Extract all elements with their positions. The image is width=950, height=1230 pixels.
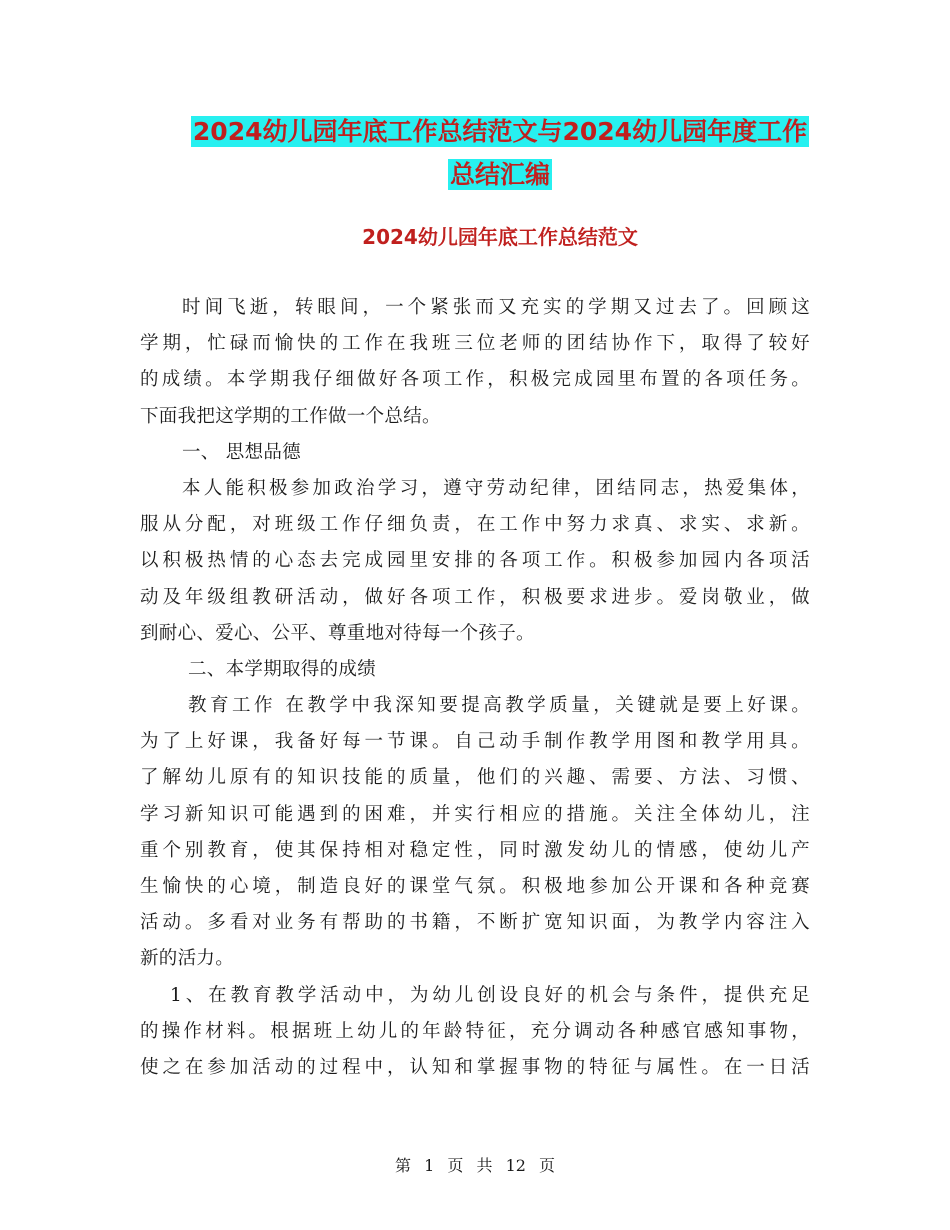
footer-page-label: 页 (447, 1156, 464, 1175)
heading-achievements: 二、本学期取得的成绩 (188, 658, 377, 680)
paragraph-line: 动及年级组教研活动，做好各项工作，积极要求进步。爱岗敬业，做 (140, 586, 810, 608)
title-line-2: 总结汇编 (449, 160, 550, 189)
paragraph-line: 到耐心、爱心、公平、尊重地对待每一个孩子。 (140, 622, 535, 644)
footer-suffix: 页 (539, 1156, 556, 1175)
footer-prefix: 第 (394, 1156, 411, 1175)
paragraph-line: 服从分配，对班级工作仔细负责，在工作中努力求真、求实、求新。 (140, 514, 810, 536)
paragraph-line: 时间飞逝，转眼间，一个紧张而又充实的学期又过去了。回顾这 (182, 297, 810, 318)
paragraph-line: 本人能积极参加政治学习，遵守劳动纪律，团结同志，热爱集体， (182, 477, 810, 499)
paragraph-line: 的成绩。本学期我仔细做好各项工作，积极完成园里布置的各项任务。 (140, 369, 810, 391)
footer-total-pages: 12 (505, 1156, 526, 1175)
paragraph-line: 下面我把这学期的工作做一个总结。 (140, 405, 441, 427)
paragraph-line: 了解幼儿原有的知识技能的质量，他们的兴趣、需要、方法、习惯、 (140, 767, 810, 789)
paragraph-line: 使之在参加活动的过程中，认知和掌握事物的特征与属性。在一日活 (140, 1056, 810, 1078)
document-body (140, 290, 810, 1086)
paragraph-line: 新的活力。 (140, 948, 235, 970)
section-title: 2024幼儿园年底工作总结范文 (362, 225, 638, 249)
document-title (140, 110, 860, 196)
footer-total-label: 共 (476, 1156, 493, 1175)
paragraph-line: 学期，忙碌而愉快的工作在我班三位老师的团结协作下，取得了较好 (140, 333, 810, 355)
paragraph-line: 为了上好课，我备好每一节课。自己动手制作教学用图和教学用具。 (140, 731, 810, 753)
title-line-1: 2024幼儿园年底工作总结范文与2024幼儿园年度工作 (192, 117, 808, 146)
paragraph-line: 活动。多看对业务有帮助的书籍，不断扩宽知识面，为教学内容注入 (140, 912, 810, 934)
paragraph-line: 1、在教育教学活动中，为幼儿创设良好的机会与条件，提供充足 (170, 984, 810, 1006)
paragraph-line: 以积极热情的心态去完成园里安排的各项工作。积极参加园内各项活 (140, 550, 810, 572)
paragraph-line: 的操作材料。根据班上幼儿的年龄特征，充分调动各种感官感知事物， (140, 1020, 810, 1042)
page-footer (0, 1153, 950, 1176)
heading-thought-morality: 一、 思想品德 (182, 441, 301, 463)
footer-page-number: 1 (424, 1156, 435, 1175)
paragraph-line: 重个别教育，使其保持相对稳定性，同时激发幼儿的情感，使幼儿产 (140, 839, 810, 861)
paragraph-line: 生愉快的心境，制造良好的课堂气氛。积极地参加公开课和各种竞赛 (140, 876, 810, 897)
paragraph-line: 学习新知识可能遇到的困难，并实行相应的措施。关注全体幼儿，注 (140, 803, 810, 825)
paragraph-line: 教育工作 在教学中我深知要提高教学质量，关键就是要上好课。 (188, 695, 810, 717)
